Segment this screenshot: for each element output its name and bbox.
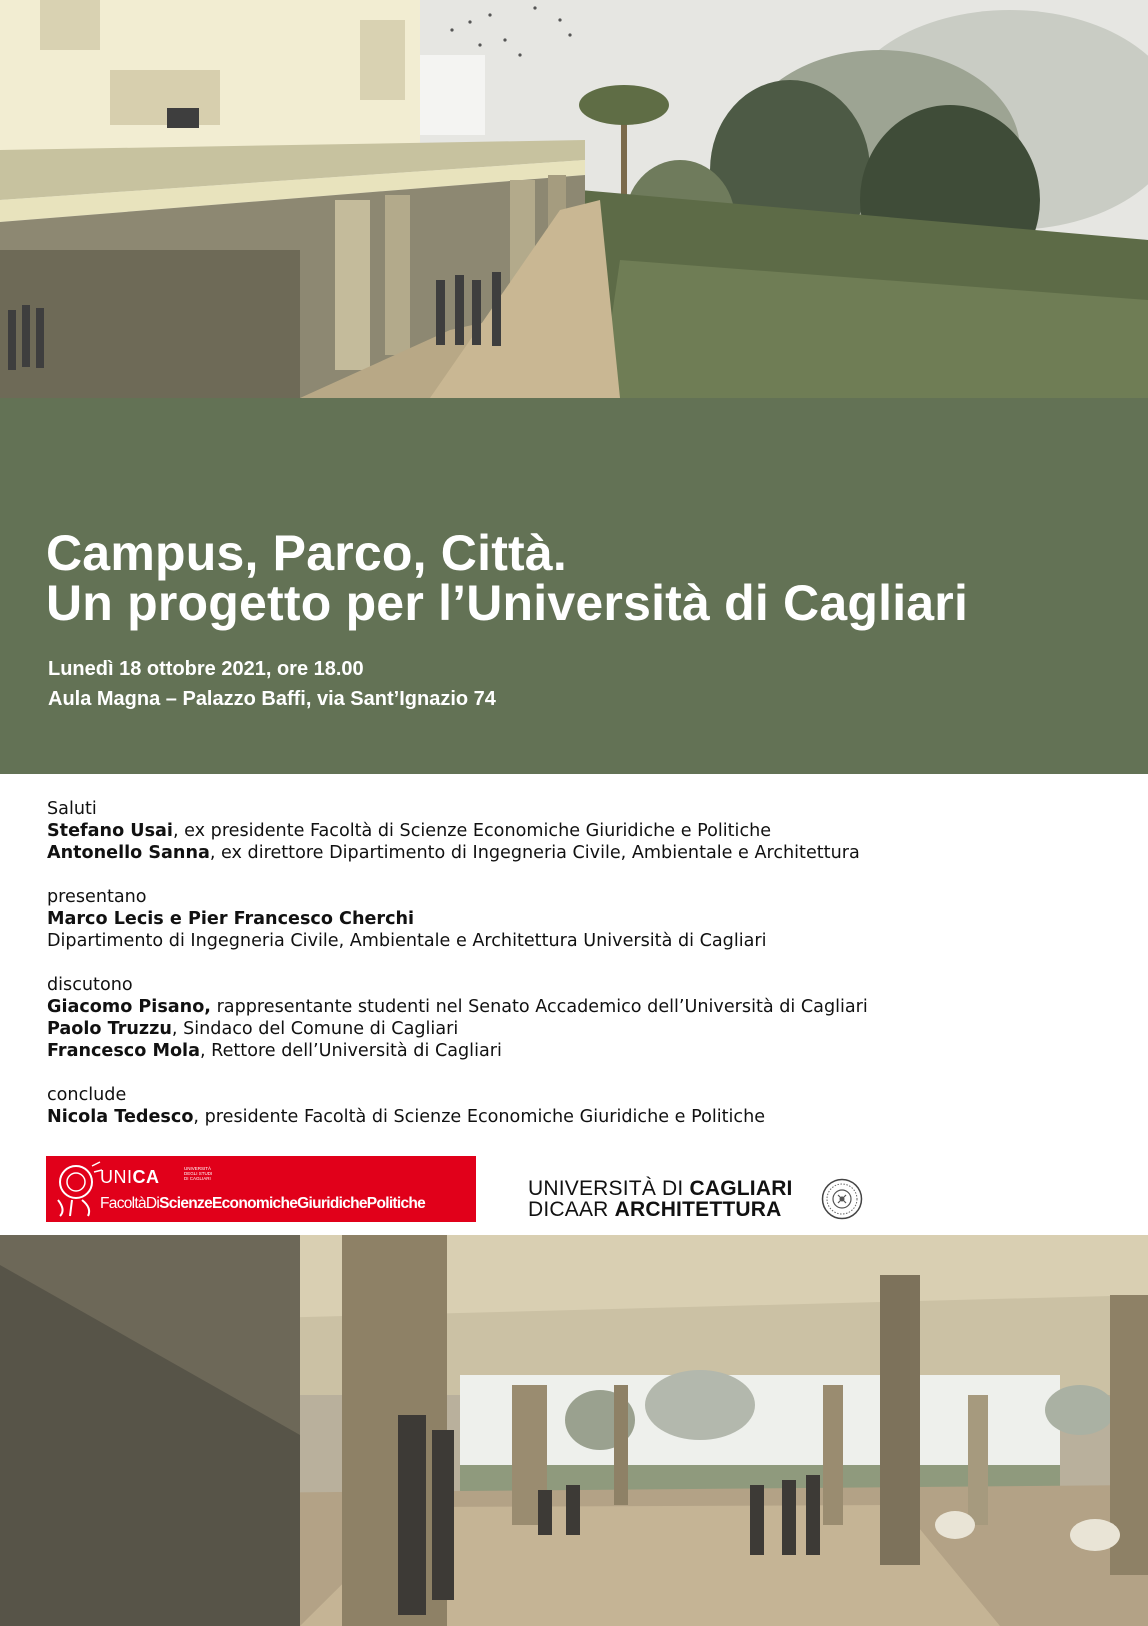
unica-faculty-name <box>100 1195 425 1213</box>
dicaar-logo-line-1 <box>528 1178 793 1199</box>
campus-render-top-illustration <box>0 0 1148 398</box>
faculty-name: ScienzeEconomicheGiuridichePolitiche <box>159 1195 426 1212</box>
speaker-role: , ex direttore Dipartimento di Ingegneria Civile, Ambientale e Architettura <box>209 843 860 863</box>
event-venue: Aula Magna – Palazzo Baffi, via Sant’Ignazio 74 <box>48 688 496 710</box>
event-title-line-1: Campus, Parco, Città. <box>46 525 567 581</box>
dicaar-line-2-bold: ARCHITETTURA <box>614 1198 782 1221</box>
speaker-name: Giacomo Pisano, <box>47 997 211 1017</box>
dicaar-logo <box>528 1178 793 1220</box>
speaker-row <box>47 820 1107 842</box>
event-title <box>46 525 969 631</box>
unica-small-caption: UNIVERSITÀ DEGLI STUDI DI CAGLIARI <box>184 1166 213 1181</box>
speaker-role: , ex presidente Facoltà di Scienze Economiche Giuridiche e Politiche <box>172 821 772 841</box>
speaker-role: , presidente Facoltà di Scienze Economiche Giuridiche e Politiche <box>193 1107 766 1127</box>
speaker-row <box>47 1018 1107 1040</box>
speaker-name: Marco Lecis e Pier Francesco Cherchi <box>47 909 415 929</box>
event-program <box>47 798 1107 1150</box>
event-details <box>48 654 496 714</box>
event-title-line-2: Un progetto per l’Università di Cagliari <box>46 575 969 631</box>
campus-render-bottom <box>0 1235 1148 1626</box>
speaker-name: Paolo Truzzu <box>47 1019 172 1039</box>
section-heading: Saluti <box>47 799 97 819</box>
speaker-name: Francesco Mola <box>47 1041 200 1061</box>
speaker-role: , Sindaco del Comune di Cagliari <box>171 1019 459 1039</box>
program-section-conclude <box>47 1084 1107 1128</box>
unica-wordmark-part-2: CA <box>132 1167 160 1187</box>
unica-wordmark <box>100 1167 160 1188</box>
campus-render-top <box>0 0 1148 398</box>
program-section-discutono <box>47 974 1107 1062</box>
presenter-affiliation: Dipartimento di Ingegneria Civile, Ambientale e Architettura Università di Cagliari <box>47 931 767 951</box>
speaker-row <box>47 996 1107 1018</box>
event-date: Lunedì 18 ottobre 2021, ore 18.00 <box>48 658 364 680</box>
dicaar-logo-line-2 <box>528 1199 793 1220</box>
unica-faculty-logo <box>46 1156 476 1222</box>
dicaar-line-2-normal: DICAAR <box>528 1198 615 1221</box>
speaker-role: rappresentante studenti nel Senato Accademico dell’Università di Cagliari <box>210 997 868 1017</box>
unica-wordmark-part-1: UNI <box>100 1167 133 1187</box>
section-heading: conclude <box>47 1085 127 1105</box>
speaker-row <box>47 1106 1107 1128</box>
speaker-name: Nicola Tedesco <box>47 1107 194 1127</box>
faculty-prefix: FacoltàDi <box>100 1195 160 1212</box>
speaker-role: , Rettore dell’Università di Cagliari <box>199 1041 502 1061</box>
campus-render-bottom-illustration <box>0 1235 1148 1626</box>
dicaar-line-1-normal: UNIVERSITÀ DI <box>528 1177 690 1200</box>
section-heading: presentano <box>47 887 147 907</box>
dicaar-line-1-bold: CAGLIARI <box>689 1177 793 1200</box>
program-section-saluti <box>47 798 1107 864</box>
speaker-row <box>47 1040 1107 1062</box>
speaker-name: Antonello Sanna <box>47 843 210 863</box>
speaker-row <box>47 842 1107 864</box>
speaker-name: Stefano Usai <box>47 821 173 841</box>
university-seal-icon <box>821 1178 863 1220</box>
unica-seal-icon <box>52 1160 104 1218</box>
section-heading: discutono <box>47 975 133 995</box>
presenter-names <box>47 908 1107 930</box>
program-section-presentano <box>47 886 1107 952</box>
